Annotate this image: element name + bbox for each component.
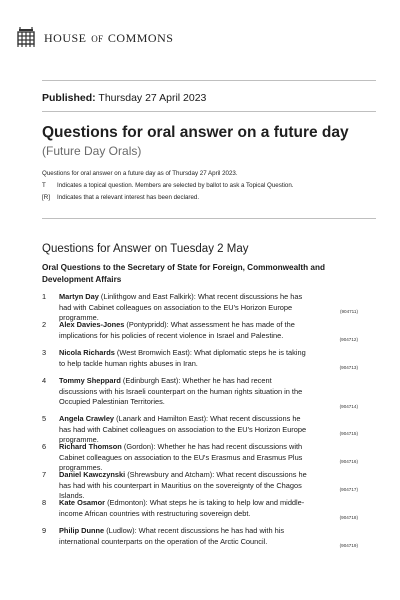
page-subtitle: (Future Day Orals) [42,144,142,158]
member-name: Martyn Day [59,292,99,301]
question-item [42,292,358,324]
question-item [42,348,358,369]
note-text: Indicates that a relevant interest has been declared. [57,194,200,201]
question-text: (Edmonton): What steps he is taking to help low and middle-income African countries with restructuring sovereign debt. [59,498,305,518]
question-item [42,470,358,502]
question-reference: (904716) [339,459,358,464]
question-item [42,320,358,341]
question-text: (Edinburgh East): Whether he has had recent discussions with his Israeli counterpart on the human rights situation in the Occupied Palestinian Territories. [59,376,303,407]
member-name: Tommy Sheppard [59,376,121,385]
question-reference: (904712) [339,337,358,342]
published-line [42,92,206,104]
question-reference: (904715) [339,431,358,436]
member-name: Kate Osamor [59,498,106,507]
question-text: (Shrewsbury and Atcham): What recent discussions he has had with his counterpart in Mauritius on the sovereignty of the Chagos Islands. [59,470,307,501]
question-number: 1 [42,292,47,301]
divider [42,218,376,219]
question-number: 7 [42,470,47,479]
house-title-of: of [91,30,104,45]
question-item [42,526,358,547]
member-name: Richard Thomson [59,442,122,451]
member-name: Alex Davies-Jones [59,320,125,329]
note-topical [42,182,294,189]
question-number: 3 [42,348,47,357]
question-number: 4 [42,376,47,385]
question-reference: (904713) [339,365,358,370]
question-text: (Pontypridd): What assessment he has made of the implications for his policies of recent violence in Israel and Palestine. [59,320,295,340]
question-text: (Ludlow): What recent discussions he has had with his international counterparts on the operation of the Arctic Council. [59,526,285,546]
published-date: Thursday 27 April 2023 [98,92,207,104]
note-symbol: T [42,182,46,189]
member-name: Daniel Kawczynski [59,470,126,479]
member-name: Nicola Richards [59,348,115,357]
day-heading: Questions for Answer on Tuesday 2 May [42,243,249,255]
published-label: Published: [42,92,96,104]
question-item [42,498,358,519]
question-text: (Gordon): Whether he has had recent discussions with Cabinet colleagues on association to the EU's Erasmus and Erasmus Plus programmes. [59,442,303,473]
question-text: (Linlithgow and East Falkirk): What recent discussions he has had with Cabinet colleagues on association to the EU's Horizon Europe programme. [59,292,303,323]
question-number: 9 [42,526,47,535]
portcullis-logo-icon [16,26,36,48]
question-item [42,414,358,446]
question-number: 2 [42,320,47,329]
question-reference: (904711) [339,309,358,314]
question-number: 6 [42,442,47,451]
question-reference: (904718) [339,515,358,520]
house-title-end: commons [107,27,174,46]
note-text: Indicates a topical question. Members are selected by ballot to ask a Topical Question. [57,182,294,189]
member-name: Philip Dunne [59,526,105,535]
note-interest [42,194,199,201]
divider [42,80,376,81]
question-reference: (904714) [339,404,358,409]
page-title: Questions for oral answer on a future day [42,124,349,141]
divider [42,111,376,112]
house-of-commons-header [16,26,173,48]
intro-text: Questions for oral answer on a future day as of Thursday 27 April 2023. [42,170,238,177]
house-title [44,27,173,47]
note-symbol: [R] [42,194,50,201]
house-title-main: house [44,27,87,46]
question-item [42,442,358,474]
member-name: Angela Crawley [59,414,115,423]
question-item [42,376,358,408]
question-text: (West Bromwich East): What diplomatic steps he is taking to help tackle human rights abuses in Iran. [59,348,306,368]
question-reference: (904719) [339,543,358,548]
question-text: (Lanark and Hamilton East): What recent discussions he has had with Cabinet colleagues on association to the EU's Horizon Europe programme. [59,414,307,445]
question-number: 5 [42,414,47,423]
question-reference: (904717) [339,487,358,492]
question-number: 8 [42,498,47,507]
department-heading: Oral Questions to the Secretary of State for Foreign, Commonwealth and Development Affairs [42,263,325,284]
